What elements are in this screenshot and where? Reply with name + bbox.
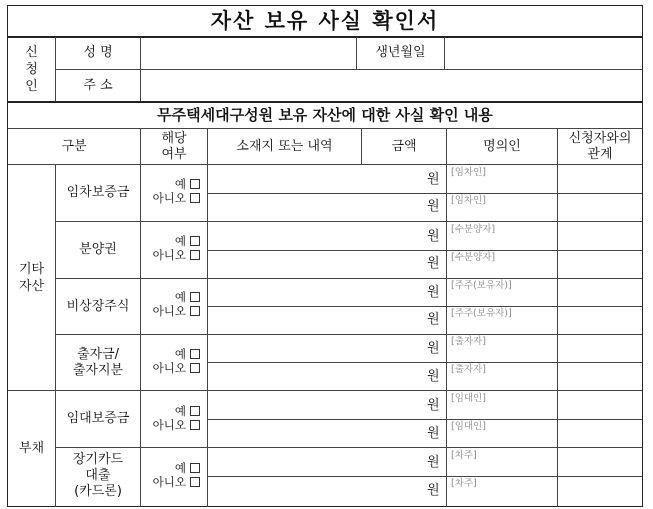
won-unit: 원: [427, 312, 440, 327]
birth-field[interactable]: [445, 37, 642, 69]
header-owner: 명의인: [483, 138, 521, 154]
owner-hint: [임차인]: [451, 195, 486, 206]
owner-hint: [수분양자]: [451, 252, 496, 263]
checkbox-group[interactable]: [141, 404, 200, 432]
owner-hint: [수분양자]: [451, 224, 496, 235]
won-unit: 원: [427, 256, 440, 271]
owner-hint: [주주(보유자)]: [451, 280, 512, 291]
no-checkbox[interactable]: [190, 306, 200, 316]
birth-label: 생년월일: [375, 45, 426, 60]
won-unit: 원: [427, 172, 440, 187]
item-unlisted-stock: 비상장주식: [66, 298, 130, 314]
divider: [446, 129, 447, 507]
form-title: 자산 보유 사실 확인서: [210, 9, 440, 33]
owner-hint: [출자자]: [451, 364, 486, 375]
header-relation: 신청자와의 관계: [568, 130, 632, 162]
won-unit: 원: [427, 369, 440, 384]
item-card-loan: 장기카드 대출 (카드론): [72, 452, 124, 499]
no-checkbox[interactable]: [190, 250, 200, 260]
owner-hint: [출자자]: [451, 336, 486, 347]
yes-label: 예: [174, 177, 186, 191]
no-label: 아니오: [152, 191, 186, 205]
divider: [55, 221, 642, 222]
divider: [207, 250, 642, 251]
yes-label: 예: [174, 461, 186, 475]
no-label: 아니오: [152, 475, 186, 489]
name-label: 성 명: [83, 45, 113, 60]
item-lease-deposit: 임차보증금: [66, 185, 130, 200]
yes-label: 예: [174, 234, 186, 248]
owner-hint: [임대인]: [451, 421, 486, 432]
divider: [55, 334, 642, 335]
owner-hint: [임차인]: [451, 167, 486, 178]
checkbox-group[interactable]: [141, 347, 200, 375]
yes-checkbox[interactable]: [190, 236, 200, 246]
no-checkbox[interactable]: [190, 363, 200, 373]
item-investment-share: 출자금/ 출자지분: [72, 346, 124, 378]
no-label: 아니오: [152, 248, 186, 262]
won-unit: 원: [427, 483, 440, 498]
owner-hint: [임대인]: [451, 393, 486, 404]
owner-hint: [주주(보유자)]: [451, 308, 512, 319]
no-checkbox[interactable]: [190, 420, 200, 430]
divider: [557, 129, 558, 507]
no-checkbox[interactable]: [190, 477, 200, 487]
divider: [55, 447, 642, 448]
address-field[interactable]: [141, 70, 642, 101]
divider: [207, 193, 642, 194]
divider: [207, 306, 642, 307]
divider: [207, 129, 208, 507]
item-rental-deposit: 임대보증금: [66, 411, 130, 426]
header-category: 구분: [61, 138, 87, 154]
owner-hint: [차주]: [451, 450, 477, 461]
checkbox-group[interactable]: [141, 177, 200, 205]
yes-checkbox[interactable]: [190, 349, 200, 359]
won-unit: 원: [427, 285, 440, 300]
no-label: 아니오: [152, 304, 186, 318]
no-label: 아니오: [152, 361, 186, 375]
owner-hint: [차주]: [451, 478, 477, 489]
group-liabilities: 부채: [18, 440, 45, 456]
yes-label: 예: [174, 404, 186, 418]
checkbox-group[interactable]: [141, 290, 200, 318]
no-checkbox[interactable]: [190, 193, 200, 203]
yes-checkbox[interactable]: [190, 463, 200, 473]
header-applicable: 해당 여부: [161, 130, 187, 162]
divider: [207, 362, 642, 363]
item-presale-right: 분양권: [79, 242, 117, 257]
yes-checkbox[interactable]: [190, 406, 200, 416]
divider: [207, 476, 642, 477]
header-location: 소재지 또는 내역: [236, 138, 333, 154]
applicant-label: 신 청 인: [25, 44, 38, 94]
yes-label: 예: [174, 290, 186, 304]
divider: [361, 129, 362, 164]
yes-checkbox[interactable]: [190, 292, 200, 302]
section-title: 무주택세대구성원 보유 자산에 대한 사실 확인 내용: [157, 106, 493, 124]
no-label: 아니오: [152, 418, 186, 432]
won-unit: 원: [427, 398, 440, 413]
header-amount: 금액: [391, 138, 417, 154]
yes-checkbox[interactable]: [190, 179, 200, 189]
divider: [55, 278, 642, 279]
divider: [207, 419, 642, 420]
name-field[interactable]: [141, 37, 356, 69]
won-unit: 원: [427, 426, 440, 441]
checkbox-group[interactable]: [141, 461, 200, 489]
checkbox-group[interactable]: [141, 234, 200, 262]
won-unit: 원: [427, 199, 440, 214]
address-label: 주 소: [83, 77, 113, 93]
group-other-assets: 기타 자산: [18, 261, 45, 294]
yes-label: 예: [174, 347, 186, 361]
won-unit: 원: [427, 455, 440, 470]
won-unit: 원: [427, 229, 440, 244]
won-unit: 원: [427, 341, 440, 356]
